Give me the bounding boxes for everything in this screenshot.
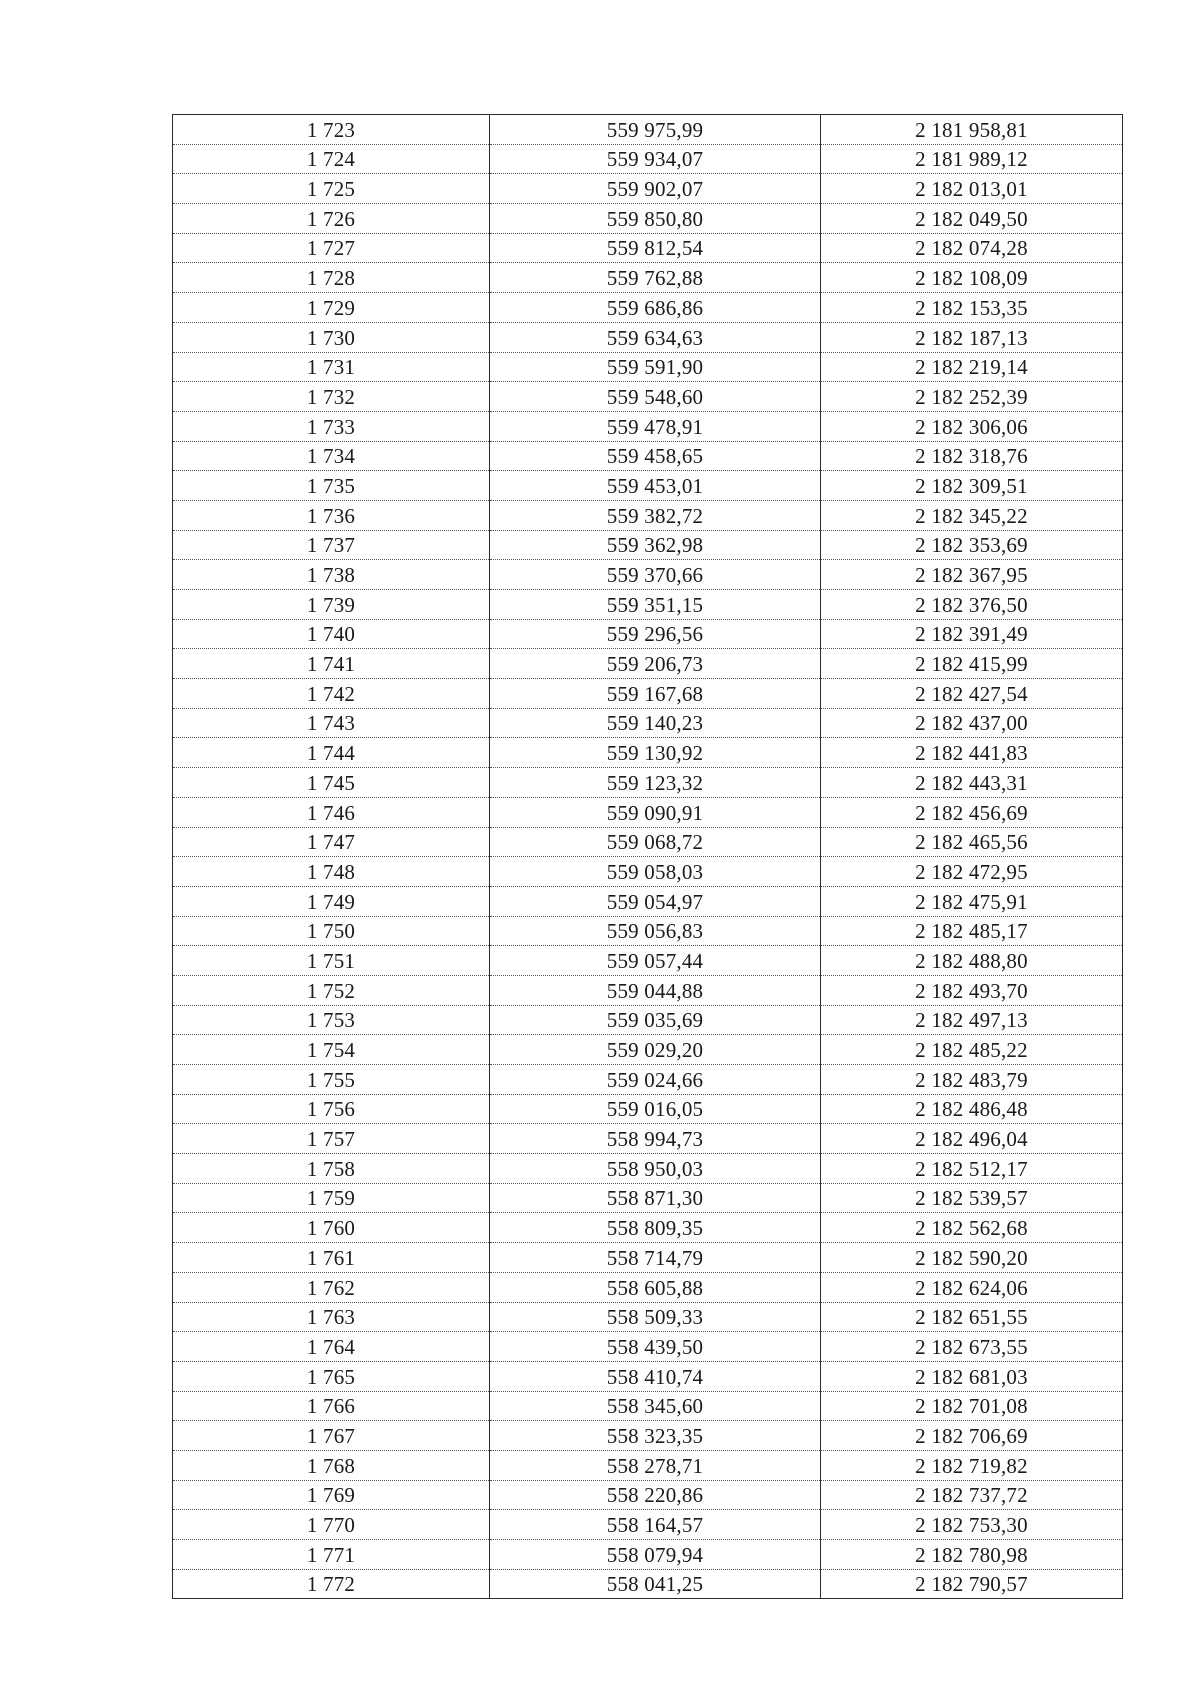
table-row — [173, 975, 1123, 1005]
x-coordinate-cell: 558 950,03 — [490, 1154, 821, 1184]
table-row — [173, 619, 1123, 649]
point-number-cell: 1 731 — [173, 352, 490, 382]
table-row — [173, 1124, 1123, 1154]
x-coordinate-cell: 559 634,63 — [490, 322, 821, 352]
y-coordinate-cell: 2 182 483,79 — [821, 1065, 1123, 1095]
y-coordinate-cell: 2 182 376,50 — [821, 590, 1123, 620]
x-coordinate-cell: 559 056,83 — [490, 916, 821, 946]
x-coordinate-cell: 559 850,80 — [490, 204, 821, 234]
point-number-cell: 1 748 — [173, 857, 490, 887]
point-number-cell: 1 723 — [173, 115, 490, 145]
point-number-cell: 1 739 — [173, 590, 490, 620]
table-row — [173, 293, 1123, 323]
point-number-cell: 1 733 — [173, 411, 490, 441]
y-coordinate-cell: 2 182 391,49 — [821, 619, 1123, 649]
y-coordinate-cell: 2 181 989,12 — [821, 144, 1123, 174]
point-number-cell: 1 765 — [173, 1361, 490, 1391]
x-coordinate-cell: 558 410,74 — [490, 1361, 821, 1391]
x-coordinate-cell: 559 016,05 — [490, 1094, 821, 1124]
table-row — [173, 1243, 1123, 1273]
x-coordinate-cell: 558 714,79 — [490, 1243, 821, 1273]
y-coordinate-cell: 2 182 485,17 — [821, 916, 1123, 946]
table-row — [173, 590, 1123, 620]
point-number-cell: 1 769 — [173, 1480, 490, 1510]
y-coordinate-cell: 2 182 427,54 — [821, 679, 1123, 709]
y-coordinate-cell: 2 182 651,55 — [821, 1302, 1123, 1332]
y-coordinate-cell: 2 182 780,98 — [821, 1540, 1123, 1570]
point-number-cell: 1 725 — [173, 174, 490, 204]
coordinates-table-body — [173, 115, 1123, 1599]
table-row — [173, 768, 1123, 798]
table-row — [173, 1035, 1123, 1065]
table-row — [173, 1332, 1123, 1362]
point-number-cell: 1 734 — [173, 441, 490, 471]
point-number-cell: 1 732 — [173, 382, 490, 412]
x-coordinate-cell: 558 041,25 — [490, 1569, 821, 1599]
table-row — [173, 797, 1123, 827]
point-number-cell: 1 753 — [173, 1005, 490, 1035]
y-coordinate-cell: 2 182 465,56 — [821, 827, 1123, 857]
y-coordinate-cell: 2 182 488,80 — [821, 946, 1123, 976]
y-coordinate-cell: 2 182 108,09 — [821, 263, 1123, 293]
table-row — [173, 1154, 1123, 1184]
x-coordinate-cell: 559 057,44 — [490, 946, 821, 976]
y-coordinate-cell: 2 182 345,22 — [821, 500, 1123, 530]
x-coordinate-cell: 559 035,69 — [490, 1005, 821, 1035]
point-number-cell: 1 751 — [173, 946, 490, 976]
y-coordinate-cell: 2 182 443,31 — [821, 768, 1123, 798]
point-number-cell: 1 750 — [173, 916, 490, 946]
point-number-cell: 1 724 — [173, 144, 490, 174]
y-coordinate-cell: 2 182 590,20 — [821, 1243, 1123, 1273]
x-coordinate-cell: 559 902,07 — [490, 174, 821, 204]
point-number-cell: 1 728 — [173, 263, 490, 293]
x-coordinate-cell: 558 323,35 — [490, 1421, 821, 1451]
point-number-cell: 1 762 — [173, 1272, 490, 1302]
y-coordinate-cell: 2 182 367,95 — [821, 560, 1123, 590]
point-number-cell: 1 757 — [173, 1124, 490, 1154]
table-row — [173, 263, 1123, 293]
point-number-cell: 1 740 — [173, 619, 490, 649]
x-coordinate-cell: 559 458,65 — [490, 441, 821, 471]
y-coordinate-cell: 2 182 790,57 — [821, 1569, 1123, 1599]
y-coordinate-cell: 2 182 353,69 — [821, 530, 1123, 560]
x-coordinate-cell: 559 296,56 — [490, 619, 821, 649]
table-row — [173, 1569, 1123, 1599]
y-coordinate-cell: 2 182 562,68 — [821, 1213, 1123, 1243]
x-coordinate-cell: 559 370,66 — [490, 560, 821, 590]
y-coordinate-cell: 2 182 753,30 — [821, 1510, 1123, 1540]
point-number-cell: 1 738 — [173, 560, 490, 590]
point-number-cell: 1 744 — [173, 738, 490, 768]
x-coordinate-cell: 559 934,07 — [490, 144, 821, 174]
table-row — [173, 352, 1123, 382]
point-number-cell: 1 745 — [173, 768, 490, 798]
point-number-cell: 1 761 — [173, 1243, 490, 1273]
y-coordinate-cell: 2 182 673,55 — [821, 1332, 1123, 1362]
x-coordinate-cell: 559 591,90 — [490, 352, 821, 382]
y-coordinate-cell: 2 182 737,72 — [821, 1480, 1123, 1510]
table-row — [173, 1302, 1123, 1332]
x-coordinate-cell: 559 167,68 — [490, 679, 821, 709]
y-coordinate-cell: 2 182 681,03 — [821, 1361, 1123, 1391]
point-number-cell: 1 726 — [173, 204, 490, 234]
point-number-cell: 1 771 — [173, 1540, 490, 1570]
point-number-cell: 1 758 — [173, 1154, 490, 1184]
x-coordinate-cell: 559 123,32 — [490, 768, 821, 798]
table-row — [173, 174, 1123, 204]
y-coordinate-cell: 2 182 485,22 — [821, 1035, 1123, 1065]
x-coordinate-cell: 559 130,92 — [490, 738, 821, 768]
y-coordinate-cell: 2 182 309,51 — [821, 471, 1123, 501]
point-number-cell: 1 746 — [173, 797, 490, 827]
table-row — [173, 144, 1123, 174]
y-coordinate-cell: 2 182 493,70 — [821, 975, 1123, 1005]
y-coordinate-cell: 2 182 512,17 — [821, 1154, 1123, 1184]
table-row — [173, 1272, 1123, 1302]
y-coordinate-cell: 2 182 441,83 — [821, 738, 1123, 768]
table-row — [173, 1361, 1123, 1391]
x-coordinate-cell: 559 024,66 — [490, 1065, 821, 1095]
point-number-cell: 1 755 — [173, 1065, 490, 1095]
point-number-cell: 1 730 — [173, 322, 490, 352]
x-coordinate-cell: 559 812,54 — [490, 233, 821, 263]
x-coordinate-cell: 559 762,88 — [490, 263, 821, 293]
x-coordinate-cell: 558 220,86 — [490, 1480, 821, 1510]
y-coordinate-cell: 2 182 486,48 — [821, 1094, 1123, 1124]
table-row — [173, 1391, 1123, 1421]
point-number-cell: 1 760 — [173, 1213, 490, 1243]
x-coordinate-cell: 559 044,88 — [490, 975, 821, 1005]
y-coordinate-cell: 2 182 306,06 — [821, 411, 1123, 441]
point-number-cell: 1 749 — [173, 886, 490, 916]
point-number-cell: 1 736 — [173, 500, 490, 530]
x-coordinate-cell: 558 605,88 — [490, 1272, 821, 1302]
table-row — [173, 530, 1123, 560]
table-row — [173, 1183, 1123, 1213]
table-row — [173, 916, 1123, 946]
x-coordinate-cell: 559 362,98 — [490, 530, 821, 560]
y-coordinate-cell: 2 182 624,06 — [821, 1272, 1123, 1302]
x-coordinate-cell: 559 090,91 — [490, 797, 821, 827]
point-number-cell: 1 729 — [173, 293, 490, 323]
table-row — [173, 560, 1123, 590]
y-coordinate-cell: 2 182 049,50 — [821, 204, 1123, 234]
x-coordinate-cell: 559 382,72 — [490, 500, 821, 530]
x-coordinate-cell: 559 140,23 — [490, 708, 821, 738]
y-coordinate-cell: 2 182 456,69 — [821, 797, 1123, 827]
y-coordinate-cell: 2 182 318,76 — [821, 441, 1123, 471]
table-row — [173, 471, 1123, 501]
table-row — [173, 233, 1123, 263]
table-row — [173, 1480, 1123, 1510]
y-coordinate-cell: 2 182 539,57 — [821, 1183, 1123, 1213]
point-number-cell: 1 737 — [173, 530, 490, 560]
y-coordinate-cell: 2 182 706,69 — [821, 1421, 1123, 1451]
point-number-cell: 1 747 — [173, 827, 490, 857]
x-coordinate-cell: 559 975,99 — [490, 115, 821, 145]
point-number-cell: 1 766 — [173, 1391, 490, 1421]
table-row — [173, 679, 1123, 709]
x-coordinate-cell: 558 809,35 — [490, 1213, 821, 1243]
point-number-cell: 1 768 — [173, 1450, 490, 1480]
table-row — [173, 1510, 1123, 1540]
y-coordinate-cell: 2 181 958,81 — [821, 115, 1123, 145]
y-coordinate-cell: 2 182 153,35 — [821, 293, 1123, 323]
x-coordinate-cell: 558 439,50 — [490, 1332, 821, 1362]
x-coordinate-cell: 559 054,97 — [490, 886, 821, 916]
point-number-cell: 1 772 — [173, 1569, 490, 1599]
table-row — [173, 1094, 1123, 1124]
y-coordinate-cell: 2 182 437,00 — [821, 708, 1123, 738]
point-number-cell: 1 742 — [173, 679, 490, 709]
table-row — [173, 1421, 1123, 1451]
x-coordinate-cell: 558 079,94 — [490, 1540, 821, 1570]
x-coordinate-cell: 559 206,73 — [490, 649, 821, 679]
y-coordinate-cell: 2 182 472,95 — [821, 857, 1123, 887]
point-number-cell: 1 770 — [173, 1510, 490, 1540]
point-number-cell: 1 735 — [173, 471, 490, 501]
table-row — [173, 1213, 1123, 1243]
y-coordinate-cell: 2 182 701,08 — [821, 1391, 1123, 1421]
y-coordinate-cell: 2 182 252,39 — [821, 382, 1123, 412]
x-coordinate-cell: 558 871,30 — [490, 1183, 821, 1213]
table-row — [173, 1450, 1123, 1480]
table-row — [173, 827, 1123, 857]
table-row — [173, 115, 1123, 145]
y-coordinate-cell: 2 182 013,01 — [821, 174, 1123, 204]
table-row — [173, 1065, 1123, 1095]
y-coordinate-cell: 2 182 219,14 — [821, 352, 1123, 382]
x-coordinate-cell: 559 029,20 — [490, 1035, 821, 1065]
table-row — [173, 1540, 1123, 1570]
x-coordinate-cell: 559 351,15 — [490, 590, 821, 620]
table-row — [173, 500, 1123, 530]
x-coordinate-cell: 559 478,91 — [490, 411, 821, 441]
coordinates-table — [172, 114, 1123, 1599]
x-coordinate-cell: 558 164,57 — [490, 1510, 821, 1540]
y-coordinate-cell: 2 182 475,91 — [821, 886, 1123, 916]
x-coordinate-cell: 558 994,73 — [490, 1124, 821, 1154]
x-coordinate-cell: 558 278,71 — [490, 1450, 821, 1480]
table-row — [173, 382, 1123, 412]
x-coordinate-cell: 558 345,60 — [490, 1391, 821, 1421]
y-coordinate-cell: 2 182 415,99 — [821, 649, 1123, 679]
x-coordinate-cell: 559 548,60 — [490, 382, 821, 412]
x-coordinate-cell: 559 453,01 — [490, 471, 821, 501]
x-coordinate-cell: 559 058,03 — [490, 857, 821, 887]
table-row — [173, 441, 1123, 471]
point-number-cell: 1 764 — [173, 1332, 490, 1362]
point-number-cell: 1 759 — [173, 1183, 490, 1213]
point-number-cell: 1 756 — [173, 1094, 490, 1124]
table-row — [173, 946, 1123, 976]
table-row — [173, 411, 1123, 441]
point-number-cell: 1 763 — [173, 1302, 490, 1332]
x-coordinate-cell: 558 509,33 — [490, 1302, 821, 1332]
point-number-cell: 1 743 — [173, 708, 490, 738]
y-coordinate-cell: 2 182 497,13 — [821, 1005, 1123, 1035]
y-coordinate-cell: 2 182 187,13 — [821, 322, 1123, 352]
table-row — [173, 857, 1123, 887]
table-row — [173, 886, 1123, 916]
point-number-cell: 1 767 — [173, 1421, 490, 1451]
point-number-cell: 1 727 — [173, 233, 490, 263]
table-row — [173, 738, 1123, 768]
table-row — [173, 1005, 1123, 1035]
point-number-cell: 1 741 — [173, 649, 490, 679]
table-row — [173, 204, 1123, 234]
point-number-cell: 1 754 — [173, 1035, 490, 1065]
table-row — [173, 708, 1123, 738]
y-coordinate-cell: 2 182 496,04 — [821, 1124, 1123, 1154]
x-coordinate-cell: 559 686,86 — [490, 293, 821, 323]
table-row — [173, 649, 1123, 679]
y-coordinate-cell: 2 182 074,28 — [821, 233, 1123, 263]
x-coordinate-cell: 559 068,72 — [490, 827, 821, 857]
table-row — [173, 322, 1123, 352]
point-number-cell: 1 752 — [173, 975, 490, 1005]
y-coordinate-cell: 2 182 719,82 — [821, 1450, 1123, 1480]
